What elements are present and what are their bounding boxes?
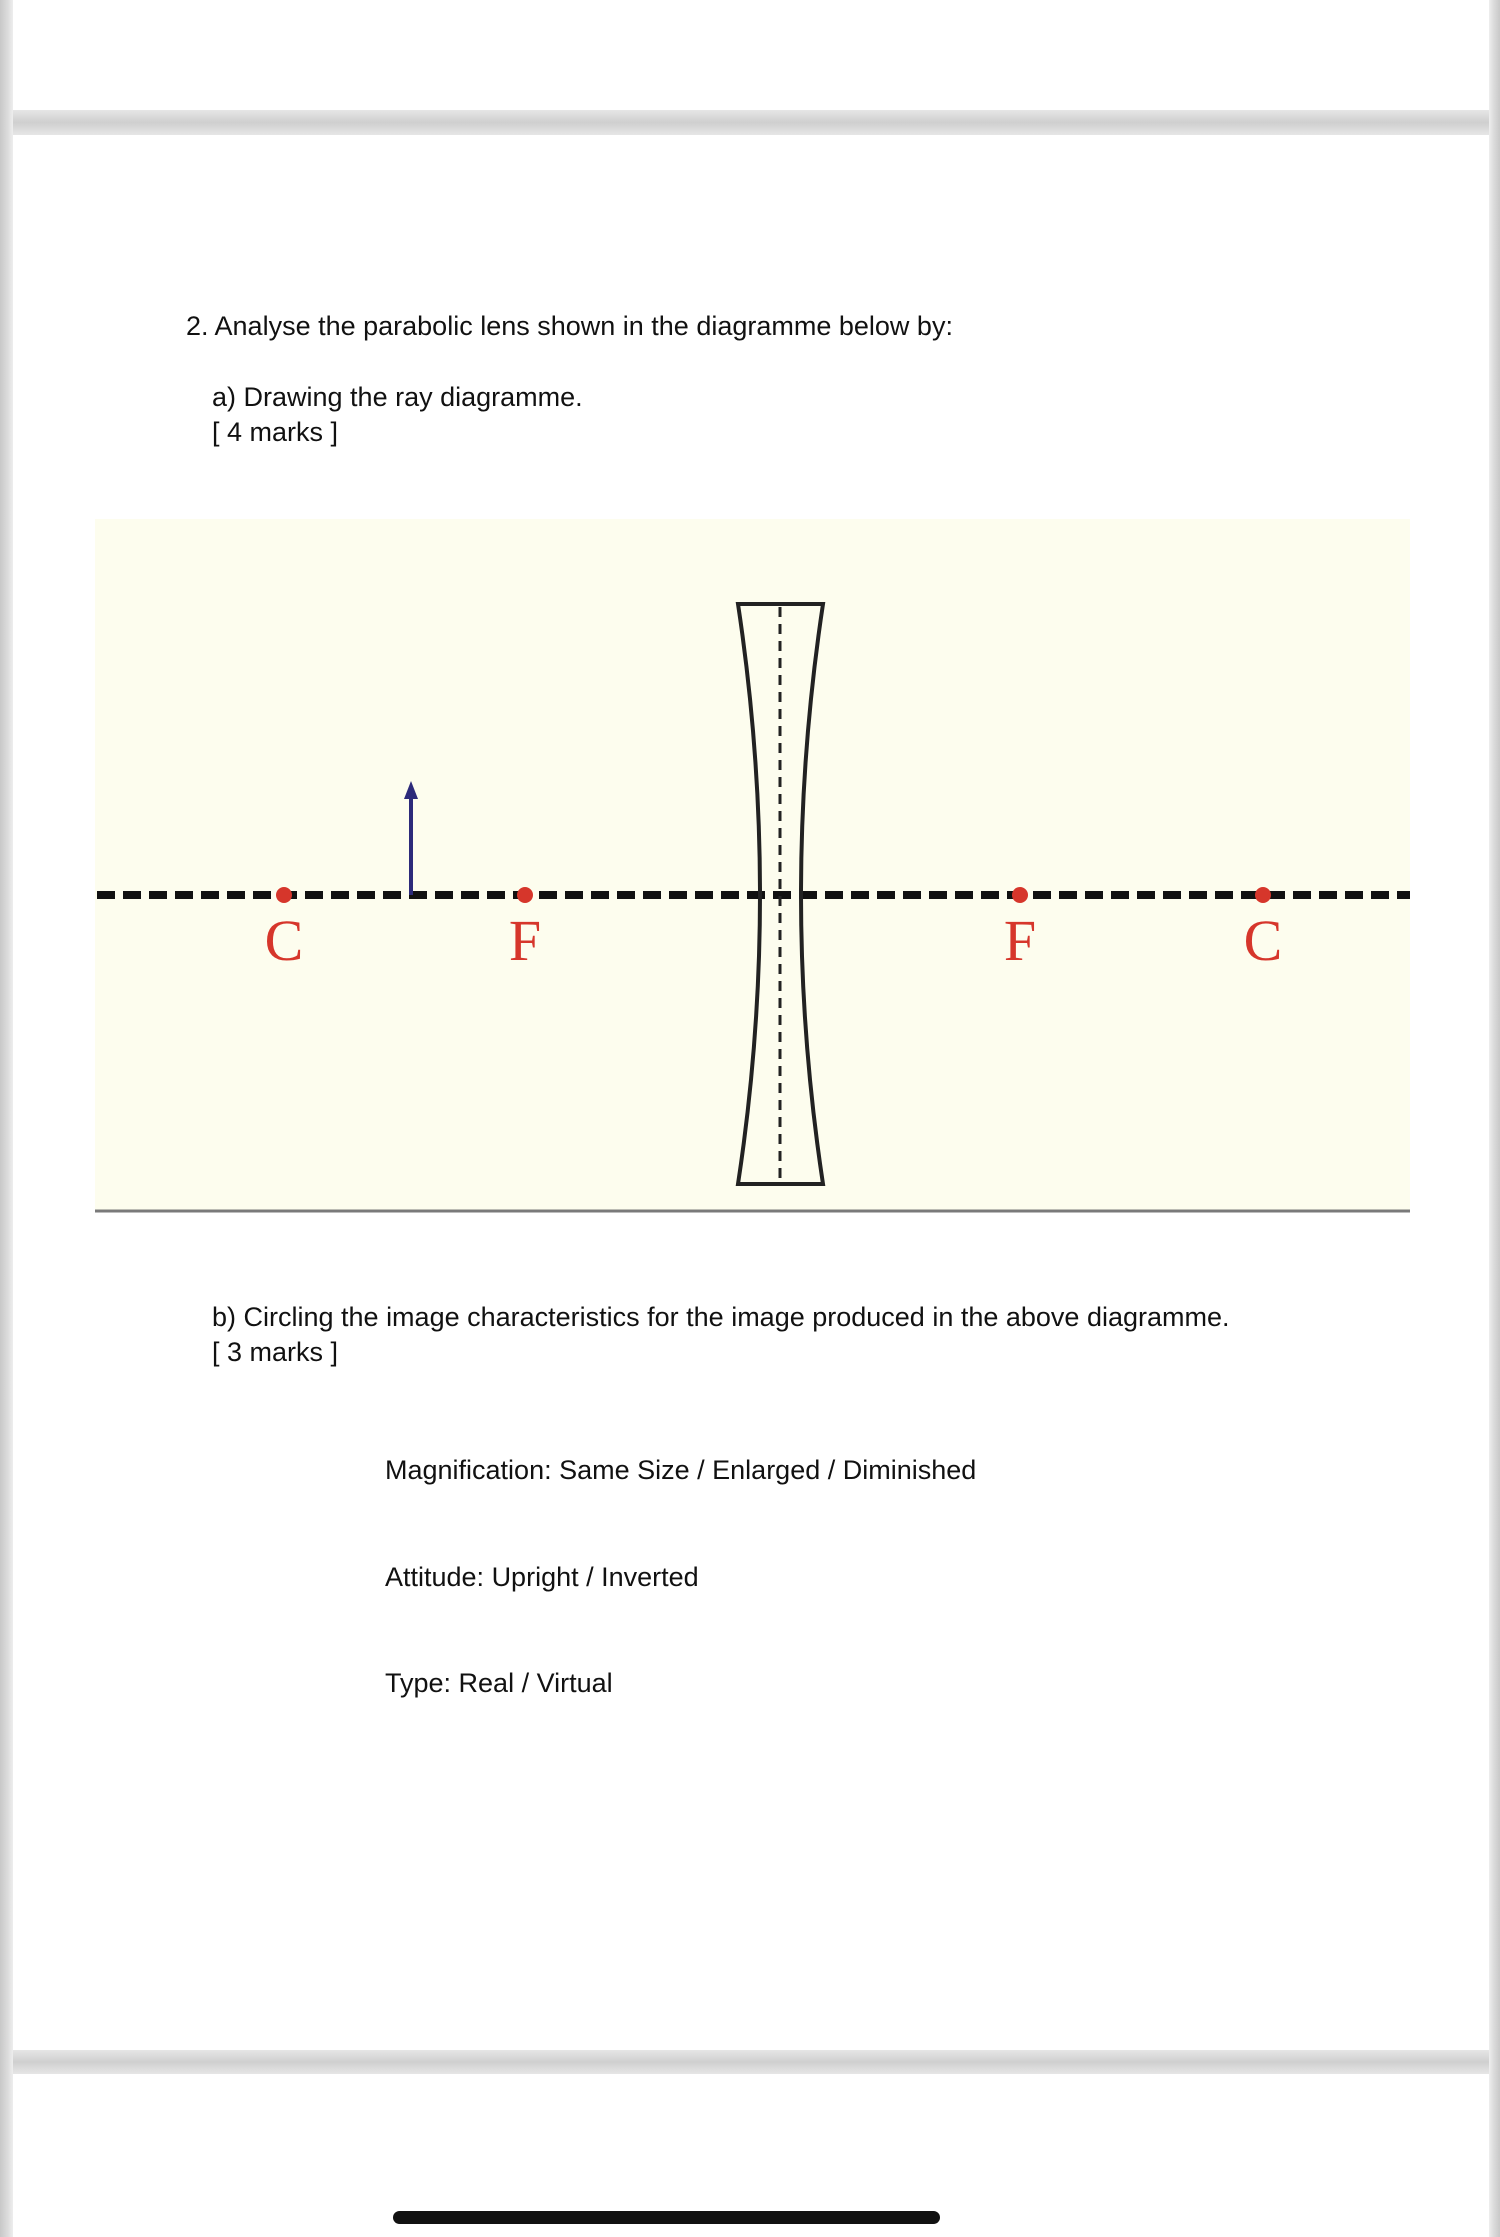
point-c-left [276, 887, 292, 903]
question-title: 2. Analyse the parabolic lens shown in the diagramme below by: [186, 311, 953, 341]
label-c-right: C [1243, 908, 1283, 973]
label-f-right: F [1003, 908, 1037, 973]
point-c-right [1255, 887, 1271, 903]
option-attitude: Attitude: Upright / Inverted [385, 1562, 699, 1592]
page-edge-left [0, 0, 13, 2237]
home-indicator[interactable] [393, 2211, 940, 2224]
label-c-left: C [264, 908, 304, 973]
point-f-left [517, 887, 533, 903]
option-magnification: Magnification: Same Size / Enlarged / Diminished [385, 1455, 977, 1485]
part-a-instruction: a) Drawing the ray diagramme. [212, 382, 583, 412]
page-edge-right [1489, 0, 1500, 2237]
part-b-instruction: b) Circling the image characteristics for the image produced in the above diagramme. [212, 1302, 1230, 1332]
option-type: Type: Real / Virtual [385, 1668, 613, 1698]
point-f-right [1012, 887, 1028, 903]
page-separator-top [13, 110, 1489, 135]
page-separator-bottom [13, 2050, 1489, 2074]
part-b-marks: [ 3 marks ] [212, 1337, 339, 1367]
label-f-left: F [508, 908, 542, 973]
part-a-marks: [ 4 marks ] [212, 417, 339, 447]
lens-diagram [95, 519, 1410, 1213]
diagram-background [95, 519, 1410, 1211]
